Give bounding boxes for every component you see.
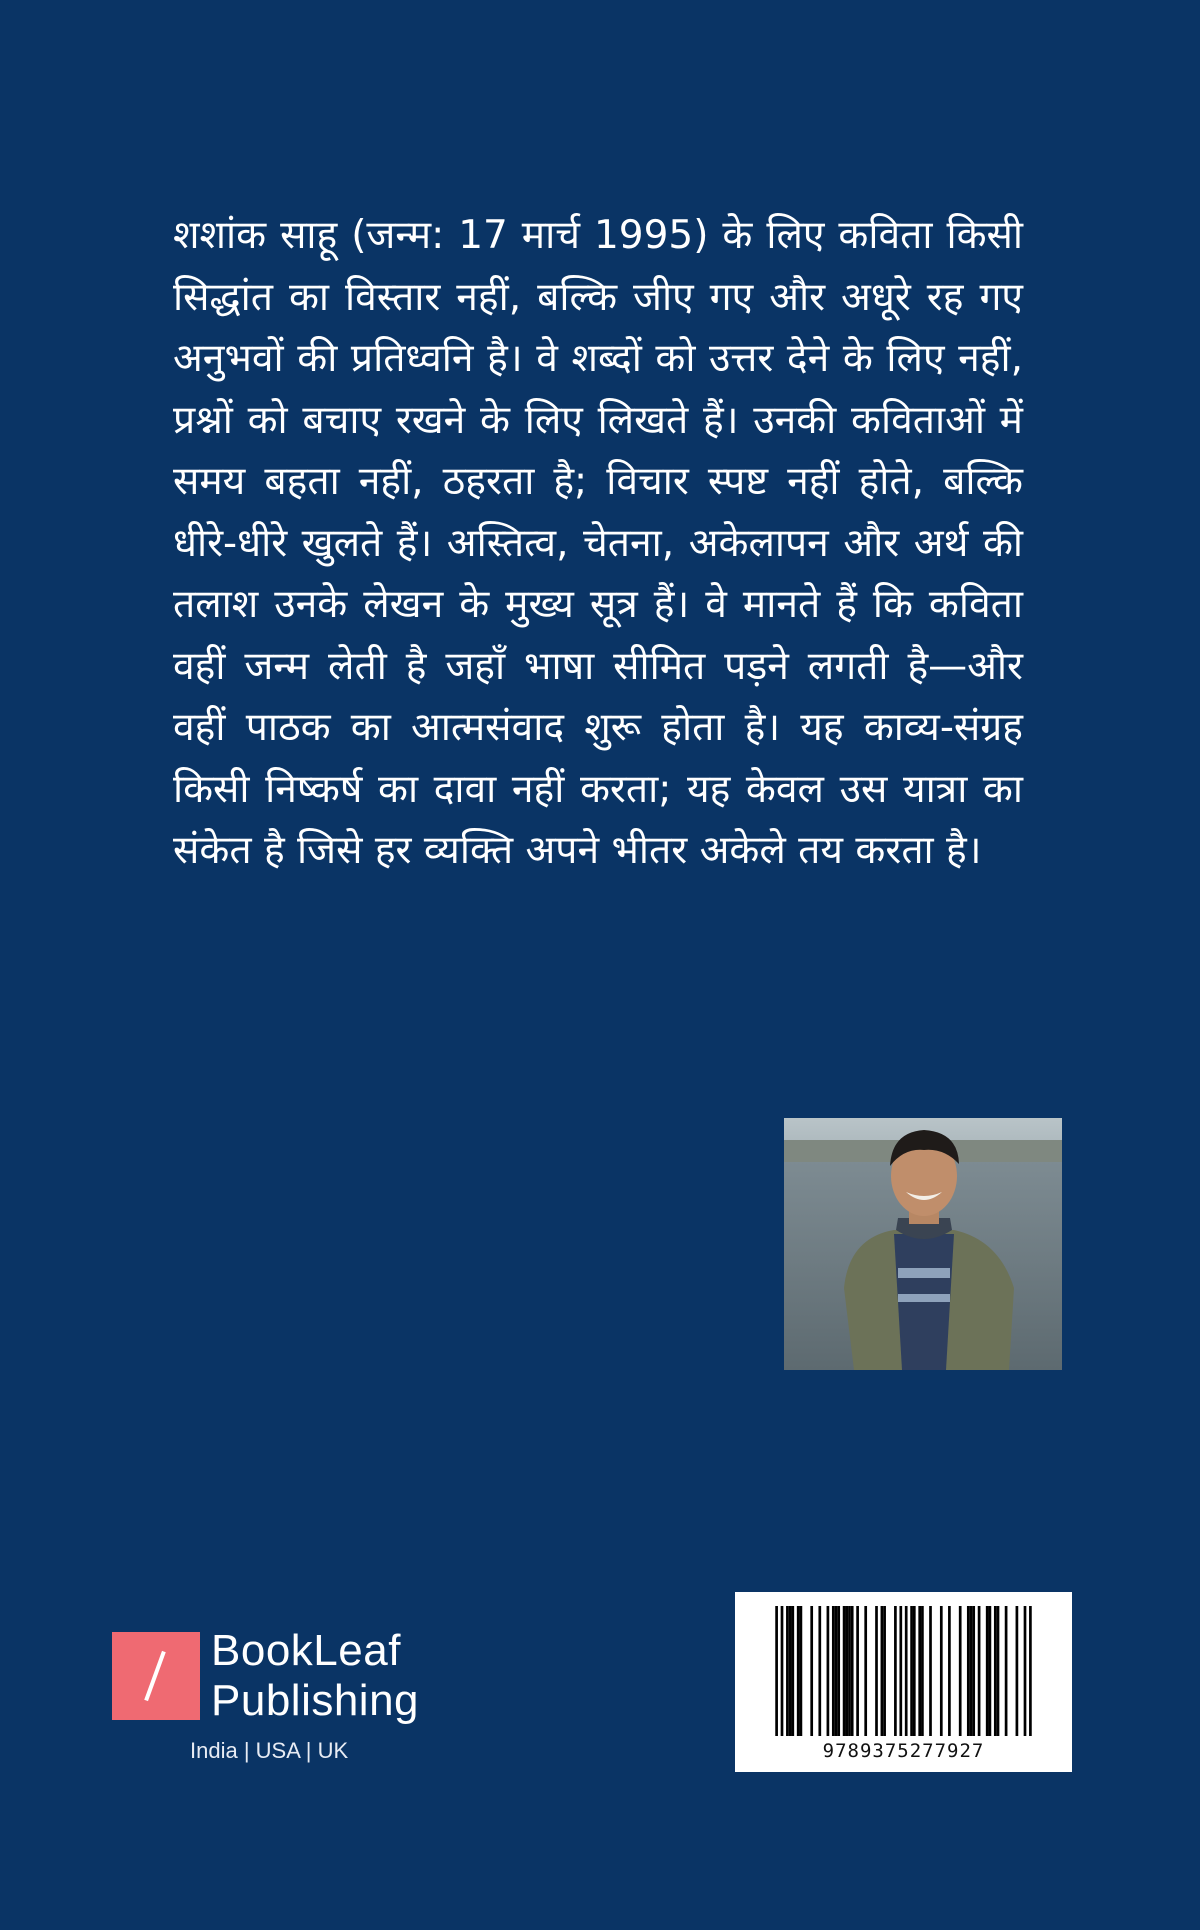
barcode-bar: [818, 1606, 821, 1736]
barcode-bar: [959, 1606, 962, 1736]
barcode-bar: [970, 1606, 973, 1736]
barcode-bar: [910, 1606, 913, 1736]
barcode-bar: [781, 1606, 784, 1736]
author-photo: [784, 1118, 1062, 1370]
barcode-bar: [797, 1606, 800, 1736]
barcode-bar: [775, 1606, 778, 1736]
barcode-bar: [832, 1606, 835, 1736]
barcode-bar: [864, 1606, 867, 1736]
barcode-bar: [913, 1606, 916, 1736]
barcode-bar: [994, 1606, 997, 1736]
barcode-bar: [810, 1606, 813, 1736]
barcode-bar: [883, 1606, 886, 1736]
publisher-regions: India | USA | UK: [190, 1738, 349, 1763]
barcode-bar: [997, 1606, 1000, 1736]
barcode-bar: [848, 1606, 851, 1736]
isbn-number: 9789375277927: [822, 1740, 985, 1762]
barcode-bar: [929, 1606, 932, 1736]
publisher-name: BookLeaf Publishing: [211, 1626, 420, 1725]
barcode-bar: [899, 1606, 902, 1736]
barcode-bar: [1029, 1606, 1032, 1736]
barcode-bar: [856, 1606, 859, 1736]
barcode-bar: [881, 1606, 884, 1736]
isbn-barcode: [735, 1592, 1072, 1772]
publisher-logo-icon: [112, 1632, 200, 1720]
author-bio: शशांक साहू (जन्म: 17 मार्च 1995) के लिए कविता किसी सिद्धांत का विस्तार नहीं, बल्कि जीए गए और अधूरे रह गए अनुभवों की प्रतिध्वनि है। वे शब्दों को उत्तर देने के लिए नहीं, प्रश्नों को बचाए रखने के लिए लिखते हैं। उनकी कविताओं में समय बहता नहीं, ठहरता है; विचार स्पष्ट नहीं होते, बल्कि धीरे-धीरे खुलते हैं। अस्तित्व, चेतना, अकेलापन और अर्थ की तलाश उनके लेखन के मुख्य सूत्र हैं। वे मानते हैं कि कविता वहीं जन्म लेती है जहाँ भाषा सीमित पड़ने लगती है—और वहीं पाठक का आत्मसंवाद शुरू होता है। यह काव्य-संग्रह किसी निष्कर्ष का दावा नहीं करता; यह केवल उस यात्रा का संकेत है जिसे हर व्यक्ति अपने भीतर अकेले तय करता है।: [173, 213, 1023, 873]
barcode-bar: [905, 1606, 908, 1736]
publisher-logo-block: [112, 1626, 472, 1770]
barcode-bar: [1005, 1606, 1008, 1736]
barcode-bar: [827, 1606, 830, 1736]
barcode-bar: [800, 1606, 803, 1736]
barcode-bar: [786, 1606, 789, 1736]
barcode-bar: [894, 1606, 897, 1736]
barcode-bar: [791, 1606, 794, 1736]
barcode-bar: [967, 1606, 970, 1736]
barcode-bar: [986, 1606, 989, 1736]
barcode-bar: [972, 1606, 975, 1736]
barcode-bar: [789, 1606, 792, 1736]
barcode-bar: [948, 1606, 951, 1736]
barcode-bar: [845, 1606, 848, 1736]
barcode-bar: [875, 1606, 878, 1736]
barcode-bars: [735, 1592, 1072, 1742]
barcode-bar: [921, 1606, 924, 1736]
barcode-bar: [989, 1606, 992, 1736]
barcode-bar: [918, 1606, 921, 1736]
barcode-bar: [1016, 1606, 1019, 1736]
barcode-bar: [835, 1606, 838, 1736]
barcode-bar: [843, 1606, 846, 1736]
barcode-bar: [978, 1606, 981, 1736]
barcode-bar: [940, 1606, 943, 1736]
barcode-bar: [851, 1606, 854, 1736]
barcode-bar: [1024, 1606, 1027, 1736]
barcode-bar: [837, 1606, 840, 1736]
